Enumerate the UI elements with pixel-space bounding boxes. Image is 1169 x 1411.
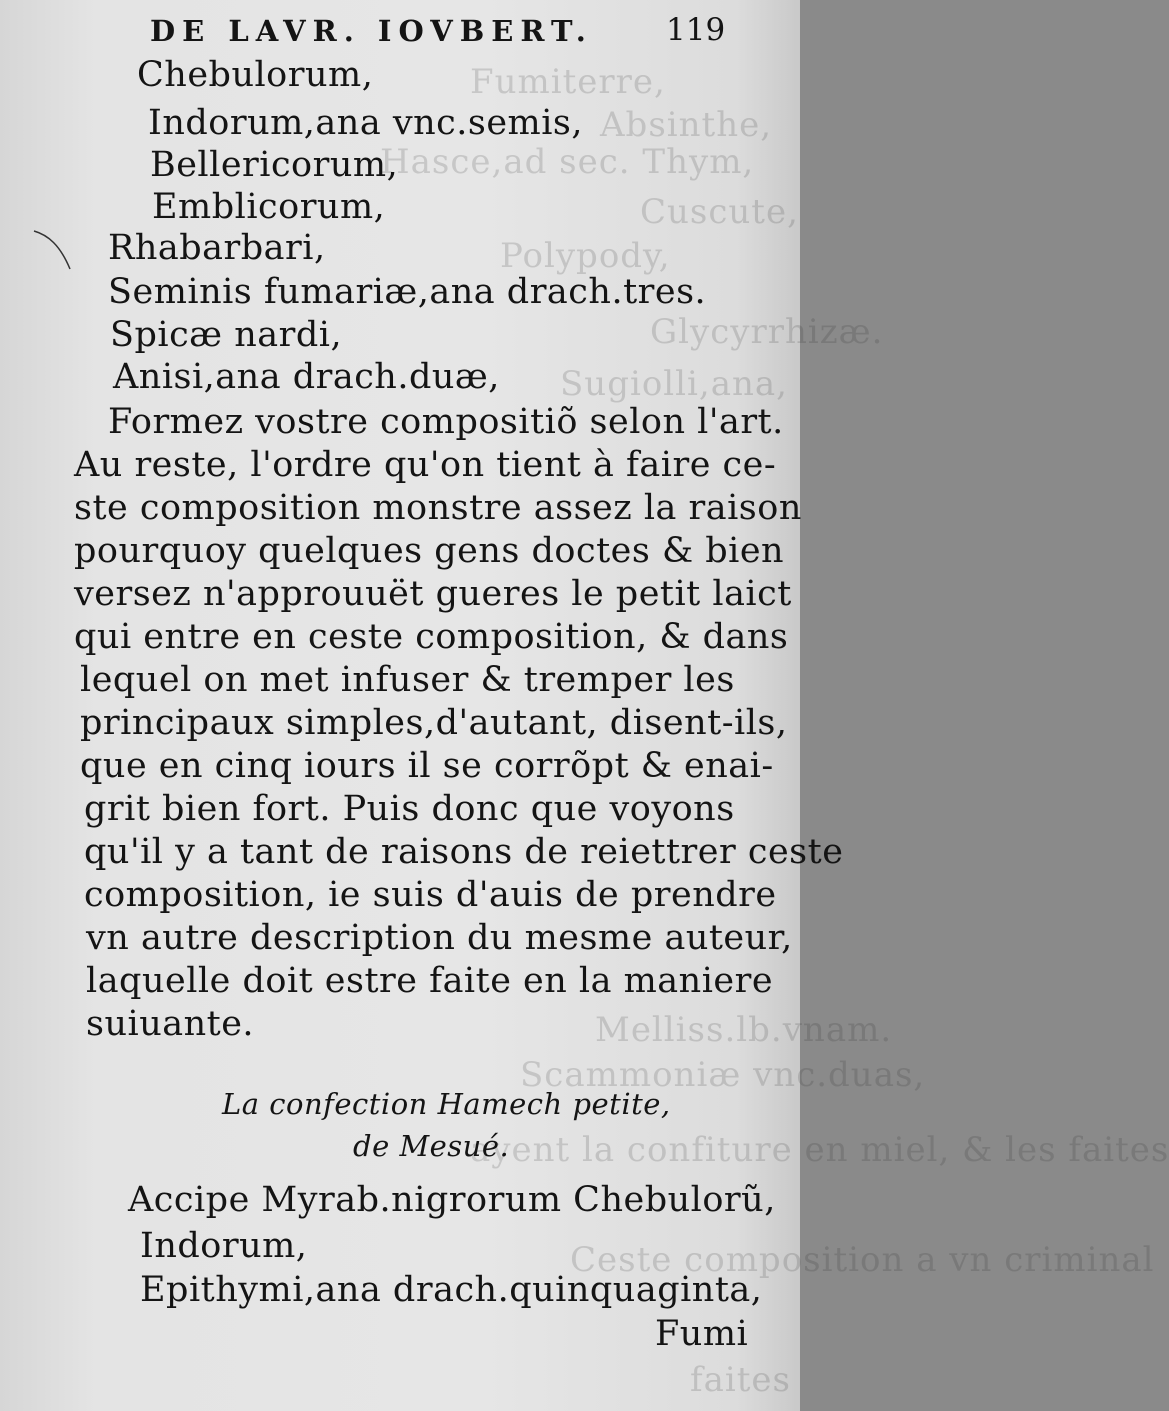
recipe-line: Seminis fumariæ,ana drach.tres. xyxy=(108,272,707,312)
paragraph-line: Au reste, l'ordre qu'on tient à faire ce- xyxy=(74,445,777,485)
paragraph-line: suiuante. xyxy=(86,1004,255,1044)
page-number: 119 xyxy=(666,12,726,48)
show-through-text: Scammoniæ vnc.duas, xyxy=(520,1055,926,1095)
recipe-line: Anisi,ana drach.duæ, xyxy=(113,357,500,397)
running-head: DE LAVR. IOVBERT. xyxy=(150,14,593,48)
paragraph-line: laquelle doit estre faite en la maniere xyxy=(86,961,774,1001)
paragraph-line: pourquoy quelques gens doctes & bien xyxy=(74,531,785,571)
paragraph-line: Formez vostre compositiõ selon l'art. xyxy=(108,402,784,442)
show-through-text: Polypody, xyxy=(500,236,671,276)
paragraph-line: versez n'approuuët gueres le petit laict xyxy=(74,574,792,614)
show-through-text: Hasce,ad sec. Thym, xyxy=(380,142,755,182)
section-heading: La confection Hamech petite, xyxy=(222,1087,671,1121)
show-through-text: Melliss.lb.vnam. xyxy=(595,1010,893,1050)
recipe-line: Indorum,ana vnc.semis, xyxy=(148,103,584,143)
paragraph-line: grit bien fort. Puis donc que voyons xyxy=(84,789,735,829)
show-through-text: ayent la confiture en miel, & les faites xyxy=(470,1130,1169,1170)
recipe-line: Chebulorum, xyxy=(137,55,374,95)
margin-pen-stroke xyxy=(30,225,80,275)
paragraph-line: qu'il y a tant de raisons de reiettrer ceste xyxy=(84,832,844,872)
catchword: Fumi xyxy=(655,1314,749,1354)
recipe-line: Indorum, xyxy=(140,1226,308,1266)
paragraph-line: principaux simples,d'autant, disent-ils, xyxy=(80,703,788,743)
show-through-text: faites xyxy=(690,1360,791,1400)
show-through-text: Absinthe, xyxy=(600,105,773,145)
recipe-line: Bellericorum, xyxy=(150,145,399,185)
show-through-text: Ceste composition a vn criminal xyxy=(570,1240,1155,1280)
paragraph-line: vn autre description du mesme auteur, xyxy=(86,918,793,958)
paragraph-line: composition, ie suis d'auis de prendre xyxy=(84,875,777,915)
recipe-line: Accipe Myrab.nigrorum Chebulorũ, xyxy=(128,1180,776,1220)
recipe-line: Epithymi,ana drach.quinquaginta, xyxy=(140,1270,763,1310)
section-heading-attribution: de Mesué. xyxy=(353,1129,510,1163)
show-through-text: Sugiolli,ana, xyxy=(560,364,788,404)
recipe-line: Rhabarbari, xyxy=(108,228,326,268)
paragraph-line: ste composition monstre assez la raison xyxy=(74,488,802,528)
recipe-line: Spicæ nardi, xyxy=(110,315,343,355)
paragraph-line: que en cinq iours il se corrõpt & enai- xyxy=(80,746,774,786)
show-through-text: Fumiterre, xyxy=(470,62,666,102)
paragraph-line: lequel on met infuser & tremper les xyxy=(80,660,735,700)
show-through-text: Cuscute, xyxy=(640,192,799,232)
recipe-line: Emblicorum, xyxy=(152,187,386,227)
show-through-text: Glycyrrhizæ. xyxy=(650,312,884,352)
paragraph-line: qui entre en ceste composition, & dans xyxy=(74,617,789,657)
